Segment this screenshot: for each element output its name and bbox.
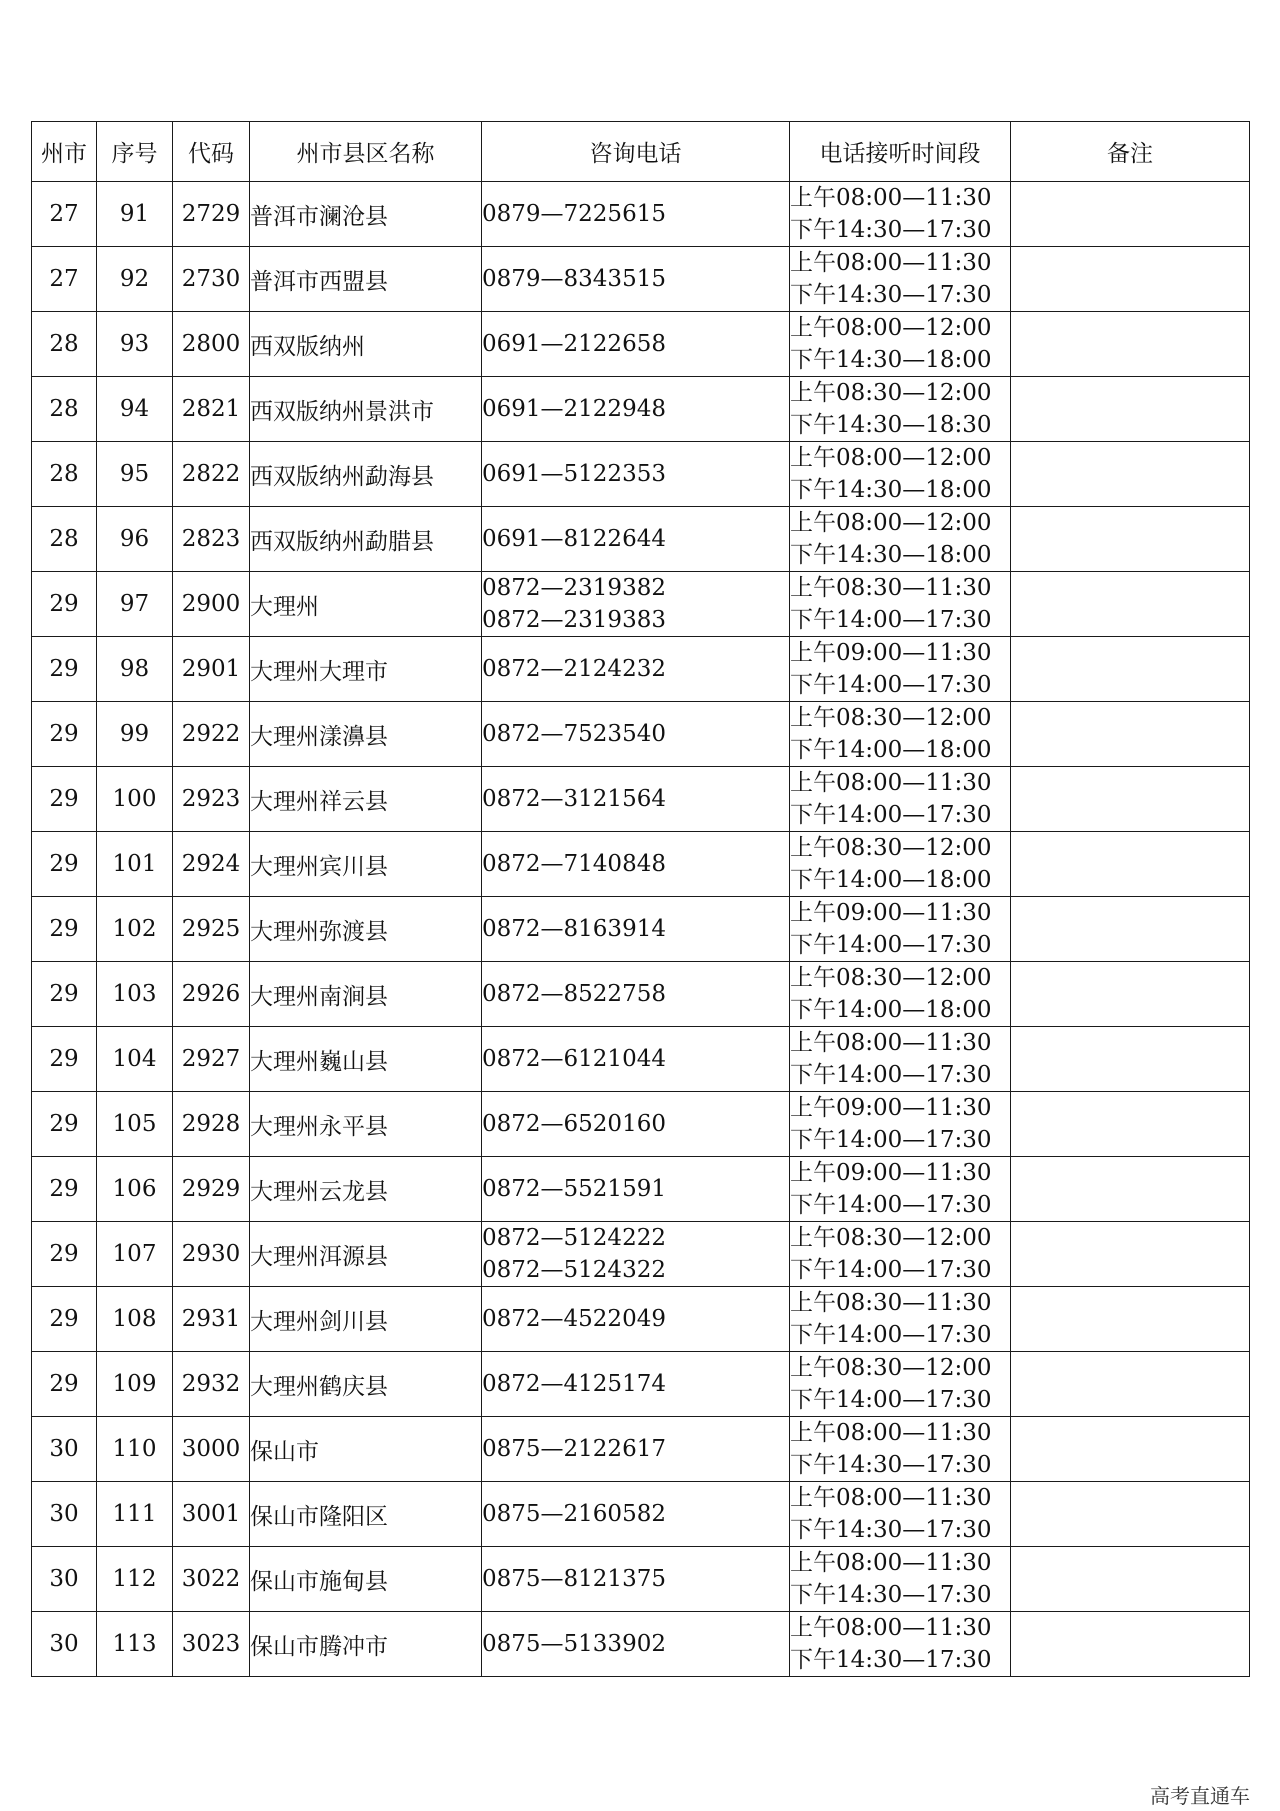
time-range: 下午14:00—17:30	[790, 1062, 992, 1088]
phone-cell	[482, 1417, 790, 1482]
note-cell	[1011, 832, 1250, 897]
zhou-cell: 29	[32, 1352, 97, 1417]
header-phone: 咨询电话	[482, 122, 790, 182]
name-cell: 大理州祥云县	[250, 767, 482, 832]
time-range: 下午14:30—17:30	[790, 1582, 992, 1608]
note-cell	[1011, 312, 1250, 377]
seq-cell: 113	[97, 1612, 173, 1677]
phone-number: 0872—2124232	[482, 656, 666, 682]
phone-number: 0879—8343515	[482, 266, 666, 292]
time-cell	[790, 507, 1011, 572]
phone-cell	[482, 832, 790, 897]
name-cell: 大理州漾濞县	[250, 702, 482, 767]
table-row	[32, 962, 1250, 1027]
time-range: 下午14:00—18:00	[790, 997, 992, 1023]
seq-cell: 91	[97, 182, 173, 247]
phone-number: 0872—5124222	[482, 1225, 666, 1251]
time-range: 上午08:30—12:00	[790, 1355, 992, 1381]
time-cell	[790, 572, 1011, 637]
time-range: 下午14:30—17:30	[790, 282, 992, 308]
zhou-cell: 29	[32, 962, 97, 1027]
table-row	[32, 312, 1250, 377]
phone-cell	[482, 377, 790, 442]
note-cell	[1011, 572, 1250, 637]
seq-cell: 101	[97, 832, 173, 897]
time-cell	[790, 182, 1011, 247]
time-cell	[790, 1222, 1011, 1287]
zhou-cell: 30	[32, 1482, 97, 1547]
time-range: 上午08:30—12:00	[790, 835, 992, 861]
code-cell: 2924	[173, 832, 250, 897]
seq-cell: 93	[97, 312, 173, 377]
name-cell: 保山市腾冲市	[250, 1612, 482, 1677]
time-range: 下午14:00—18:00	[790, 867, 992, 893]
phone-cell	[482, 312, 790, 377]
note-cell	[1011, 702, 1250, 767]
phone-number: 0691—2122658	[482, 331, 666, 357]
time-range: 上午08:00—11:30	[790, 185, 992, 211]
time-range: 上午08:00—11:30	[790, 1030, 992, 1056]
time-range: 上午08:00—11:30	[790, 1550, 992, 1576]
zhou-cell: 29	[32, 1092, 97, 1157]
code-cell: 2926	[173, 962, 250, 1027]
phone-number: 0875—2160582	[482, 1501, 666, 1527]
table-row	[32, 507, 1250, 572]
time-range: 下午14:00—17:30	[790, 802, 992, 828]
phone-cell	[482, 1287, 790, 1352]
time-range: 上午09:00—11:30	[790, 1095, 992, 1121]
seq-cell: 94	[97, 377, 173, 442]
time-range: 下午14:30—18:00	[790, 542, 992, 568]
note-cell	[1011, 897, 1250, 962]
time-range: 下午14:00—17:30	[790, 1192, 992, 1218]
note-cell	[1011, 1547, 1250, 1612]
phone-number: 0872—2319382	[482, 575, 666, 601]
table-row	[32, 1352, 1250, 1417]
table-row	[32, 1157, 1250, 1222]
code-cell: 3001	[173, 1482, 250, 1547]
seq-cell: 106	[97, 1157, 173, 1222]
table-row	[32, 767, 1250, 832]
phone-cell	[482, 1352, 790, 1417]
phone-number: 0691—8122644	[482, 526, 666, 552]
phone-number: 0879—7225615	[482, 201, 666, 227]
note-cell	[1011, 1287, 1250, 1352]
table-row	[32, 1287, 1250, 1352]
phone-cell	[482, 702, 790, 767]
phone-number: 0691—2122948	[482, 396, 666, 422]
table-row	[32, 1092, 1250, 1157]
phone-number: 0872—2319383	[482, 607, 666, 633]
seq-cell: 92	[97, 247, 173, 312]
name-cell: 大理州云龙县	[250, 1157, 482, 1222]
phone-cell	[482, 442, 790, 507]
code-cell: 2800	[173, 312, 250, 377]
phone-cell	[482, 1222, 790, 1287]
time-range: 下午14:30—17:30	[790, 217, 992, 243]
note-cell	[1011, 442, 1250, 507]
code-cell: 2901	[173, 637, 250, 702]
name-cell: 西双版纳州景洪市	[250, 377, 482, 442]
name-cell: 普洱市澜沧县	[250, 182, 482, 247]
time-cell	[790, 702, 1011, 767]
phone-cell	[482, 767, 790, 832]
table-row	[32, 247, 1250, 312]
seq-cell: 105	[97, 1092, 173, 1157]
time-cell	[790, 312, 1011, 377]
phone-number: 0691—5122353	[482, 461, 666, 487]
table-body	[32, 182, 1250, 1677]
note-cell	[1011, 962, 1250, 1027]
table-row	[32, 1547, 1250, 1612]
time-cell	[790, 767, 1011, 832]
time-range: 上午09:00—11:30	[790, 900, 992, 926]
table-row	[32, 1482, 1250, 1547]
time-range: 下午14:30—18:00	[790, 477, 992, 503]
name-cell: 大理州鹤庆县	[250, 1352, 482, 1417]
time-range: 上午08:00—11:30	[790, 1485, 992, 1511]
time-range: 上午08:00—11:30	[790, 770, 992, 796]
table-row	[32, 572, 1250, 637]
code-cell: 3023	[173, 1612, 250, 1677]
code-cell: 2730	[173, 247, 250, 312]
code-cell: 3022	[173, 1547, 250, 1612]
note-cell	[1011, 1417, 1250, 1482]
zhou-cell: 29	[32, 702, 97, 767]
phone-number: 0872—3121564	[482, 786, 666, 812]
time-range: 下午14:00—18:00	[790, 737, 992, 763]
zhou-cell: 29	[32, 572, 97, 637]
time-range: 上午08:00—12:00	[790, 315, 992, 341]
phone-cell	[482, 637, 790, 702]
table-header-row	[32, 122, 1250, 182]
phone-cell	[482, 1547, 790, 1612]
name-cell: 保山市隆阳区	[250, 1482, 482, 1547]
note-cell	[1011, 182, 1250, 247]
time-range: 上午08:00—11:30	[790, 1420, 992, 1446]
time-cell	[790, 1157, 1011, 1222]
seq-cell: 97	[97, 572, 173, 637]
time-range: 下午14:30—18:30	[790, 412, 992, 438]
time-range: 上午08:30—12:00	[790, 380, 992, 406]
phone-cell	[482, 1157, 790, 1222]
header-time: 电话接听时间段	[790, 122, 1011, 182]
table-row	[32, 702, 1250, 767]
time-cell	[790, 897, 1011, 962]
phone-number: 0875—2122617	[482, 1436, 666, 1462]
note-cell	[1011, 1092, 1250, 1157]
code-cell: 2900	[173, 572, 250, 637]
phone-number: 0872—8163914	[482, 916, 666, 942]
seq-cell: 98	[97, 637, 173, 702]
zhou-cell: 29	[32, 832, 97, 897]
time-range: 下午14:30—18:00	[790, 347, 992, 373]
name-cell: 大理州弥渡县	[250, 897, 482, 962]
table-row	[32, 897, 1250, 962]
phone-cell	[482, 1027, 790, 1092]
time-cell	[790, 1482, 1011, 1547]
phone-number: 0872—6520160	[482, 1111, 666, 1137]
phone-number: 0872—4125174	[482, 1371, 666, 1397]
name-cell: 西双版纳州勐海县	[250, 442, 482, 507]
zhou-cell: 29	[32, 1157, 97, 1222]
zhou-cell: 28	[32, 312, 97, 377]
zhou-cell: 29	[32, 637, 97, 702]
note-cell	[1011, 1027, 1250, 1092]
phone-cell	[482, 1612, 790, 1677]
name-cell: 西双版纳州	[250, 312, 482, 377]
zhou-cell: 30	[32, 1547, 97, 1612]
name-cell: 大理州宾川县	[250, 832, 482, 897]
zhou-cell: 28	[32, 377, 97, 442]
time-range: 上午08:30—12:00	[790, 1225, 992, 1251]
time-range: 上午08:00—11:30	[790, 250, 992, 276]
name-cell: 大理州大理市	[250, 637, 482, 702]
phone-number: 0872—5124322	[482, 1257, 666, 1283]
table-row	[32, 832, 1250, 897]
code-cell: 2822	[173, 442, 250, 507]
seq-cell: 111	[97, 1482, 173, 1547]
time-cell	[790, 1547, 1011, 1612]
time-cell	[790, 1352, 1011, 1417]
table-row	[32, 637, 1250, 702]
zhou-cell: 28	[32, 442, 97, 507]
zhou-cell: 30	[32, 1417, 97, 1482]
header-name: 州市县区名称	[250, 122, 482, 182]
time-range: 上午08:30—12:00	[790, 705, 992, 731]
time-range: 下午14:00—17:30	[790, 1322, 992, 1348]
note-cell	[1011, 1352, 1250, 1417]
code-cell: 2927	[173, 1027, 250, 1092]
table-row	[32, 1027, 1250, 1092]
table-row	[32, 182, 1250, 247]
seq-cell: 99	[97, 702, 173, 767]
name-cell: 大理州洱源县	[250, 1222, 482, 1287]
time-range: 上午09:00—11:30	[790, 1160, 992, 1186]
header-seq: 序号	[97, 122, 173, 182]
phone-cell	[482, 507, 790, 572]
time-range: 下午14:00—17:30	[790, 607, 992, 633]
phone-number: 0872—7523540	[482, 721, 666, 747]
seq-cell: 112	[97, 1547, 173, 1612]
code-cell: 2928	[173, 1092, 250, 1157]
time-range: 上午08:30—11:30	[790, 575, 992, 601]
table-row	[32, 1612, 1250, 1677]
time-range: 下午14:00—17:30	[790, 1127, 992, 1153]
time-range: 下午14:00—17:30	[790, 1387, 992, 1413]
zhou-cell: 29	[32, 1027, 97, 1092]
name-cell: 保山市	[250, 1417, 482, 1482]
header-zhou: 州市	[32, 122, 97, 182]
watermark-text: 高考直通车	[1150, 1784, 1250, 1808]
name-cell: 大理州南涧县	[250, 962, 482, 1027]
note-cell	[1011, 1482, 1250, 1547]
name-cell: 西双版纳州勐腊县	[250, 507, 482, 572]
time-cell	[790, 377, 1011, 442]
code-cell: 2929	[173, 1157, 250, 1222]
note-cell	[1011, 767, 1250, 832]
phone-cell	[482, 572, 790, 637]
code-cell: 2823	[173, 507, 250, 572]
phone-cell	[482, 247, 790, 312]
phone-cell	[482, 962, 790, 1027]
phone-number: 0875—5133902	[482, 1631, 666, 1657]
name-cell: 大理州巍山县	[250, 1027, 482, 1092]
code-cell: 2930	[173, 1222, 250, 1287]
consultation-phone-table	[31, 121, 1250, 1677]
header-code: 代码	[173, 122, 250, 182]
phone-number: 0872—8522758	[482, 981, 666, 1007]
zhou-cell: 27	[32, 182, 97, 247]
seq-cell: 108	[97, 1287, 173, 1352]
phone-cell	[482, 182, 790, 247]
code-cell: 2931	[173, 1287, 250, 1352]
time-range: 下午14:00—17:30	[790, 672, 992, 698]
phone-number: 0872—6121044	[482, 1046, 666, 1072]
time-range: 上午08:30—11:30	[790, 1290, 992, 1316]
phone-number: 0872—4522049	[482, 1306, 666, 1332]
note-cell	[1011, 1222, 1250, 1287]
seq-cell: 102	[97, 897, 173, 962]
name-cell: 大理州	[250, 572, 482, 637]
code-cell: 2821	[173, 377, 250, 442]
code-cell: 3000	[173, 1417, 250, 1482]
seq-cell: 107	[97, 1222, 173, 1287]
time-range: 下午14:00—17:30	[790, 1257, 992, 1283]
seq-cell: 110	[97, 1417, 173, 1482]
note-cell	[1011, 1612, 1250, 1677]
zhou-cell: 29	[32, 767, 97, 832]
name-cell: 大理州剑川县	[250, 1287, 482, 1352]
name-cell: 保山市施甸县	[250, 1547, 482, 1612]
note-cell	[1011, 507, 1250, 572]
zhou-cell: 29	[32, 1222, 97, 1287]
note-cell	[1011, 1157, 1250, 1222]
time-range: 上午08:00—11:30	[790, 1615, 992, 1641]
zhou-cell: 29	[32, 897, 97, 962]
code-cell: 2925	[173, 897, 250, 962]
seq-cell: 95	[97, 442, 173, 507]
time-cell	[790, 962, 1011, 1027]
table-row	[32, 1222, 1250, 1287]
note-cell	[1011, 377, 1250, 442]
phone-number: 0872—5521591	[482, 1176, 666, 1202]
table-row	[32, 1417, 1250, 1482]
code-cell: 2922	[173, 702, 250, 767]
phone-cell	[482, 1092, 790, 1157]
seq-cell: 109	[97, 1352, 173, 1417]
time-cell	[790, 832, 1011, 897]
time-cell	[790, 1287, 1011, 1352]
time-range: 上午08:00—12:00	[790, 445, 992, 471]
zhou-cell: 30	[32, 1612, 97, 1677]
time-range: 下午14:30—17:30	[790, 1517, 992, 1543]
code-cell: 2729	[173, 182, 250, 247]
zhou-cell: 27	[32, 247, 97, 312]
code-cell: 2932	[173, 1352, 250, 1417]
note-cell	[1011, 637, 1250, 702]
phone-number: 0872—7140848	[482, 851, 666, 877]
phone-cell	[482, 897, 790, 962]
seq-cell: 100	[97, 767, 173, 832]
name-cell: 大理州永平县	[250, 1092, 482, 1157]
time-range: 上午08:00—12:00	[790, 510, 992, 536]
table-row	[32, 442, 1250, 507]
time-cell	[790, 247, 1011, 312]
time-range: 下午14:30—17:30	[790, 1647, 992, 1673]
time-range: 上午08:30—12:00	[790, 965, 992, 991]
phone-number: 0875—8121375	[482, 1566, 666, 1592]
seq-cell: 96	[97, 507, 173, 572]
phone-cell	[482, 1482, 790, 1547]
seq-cell: 103	[97, 962, 173, 1027]
time-cell	[790, 637, 1011, 702]
time-cell	[790, 1417, 1011, 1482]
seq-cell: 104	[97, 1027, 173, 1092]
note-cell	[1011, 247, 1250, 312]
time-range: 上午09:00—11:30	[790, 640, 992, 666]
name-cell: 普洱市西盟县	[250, 247, 482, 312]
zhou-cell: 29	[32, 1287, 97, 1352]
time-range: 下午14:30—17:30	[790, 1452, 992, 1478]
header-note: 备注	[1011, 122, 1250, 182]
time-cell	[790, 1612, 1011, 1677]
time-cell	[790, 1092, 1011, 1157]
time-cell	[790, 1027, 1011, 1092]
zhou-cell: 28	[32, 507, 97, 572]
time-range: 下午14:00—17:30	[790, 932, 992, 958]
table-row	[32, 377, 1250, 442]
time-cell	[790, 442, 1011, 507]
code-cell: 2923	[173, 767, 250, 832]
